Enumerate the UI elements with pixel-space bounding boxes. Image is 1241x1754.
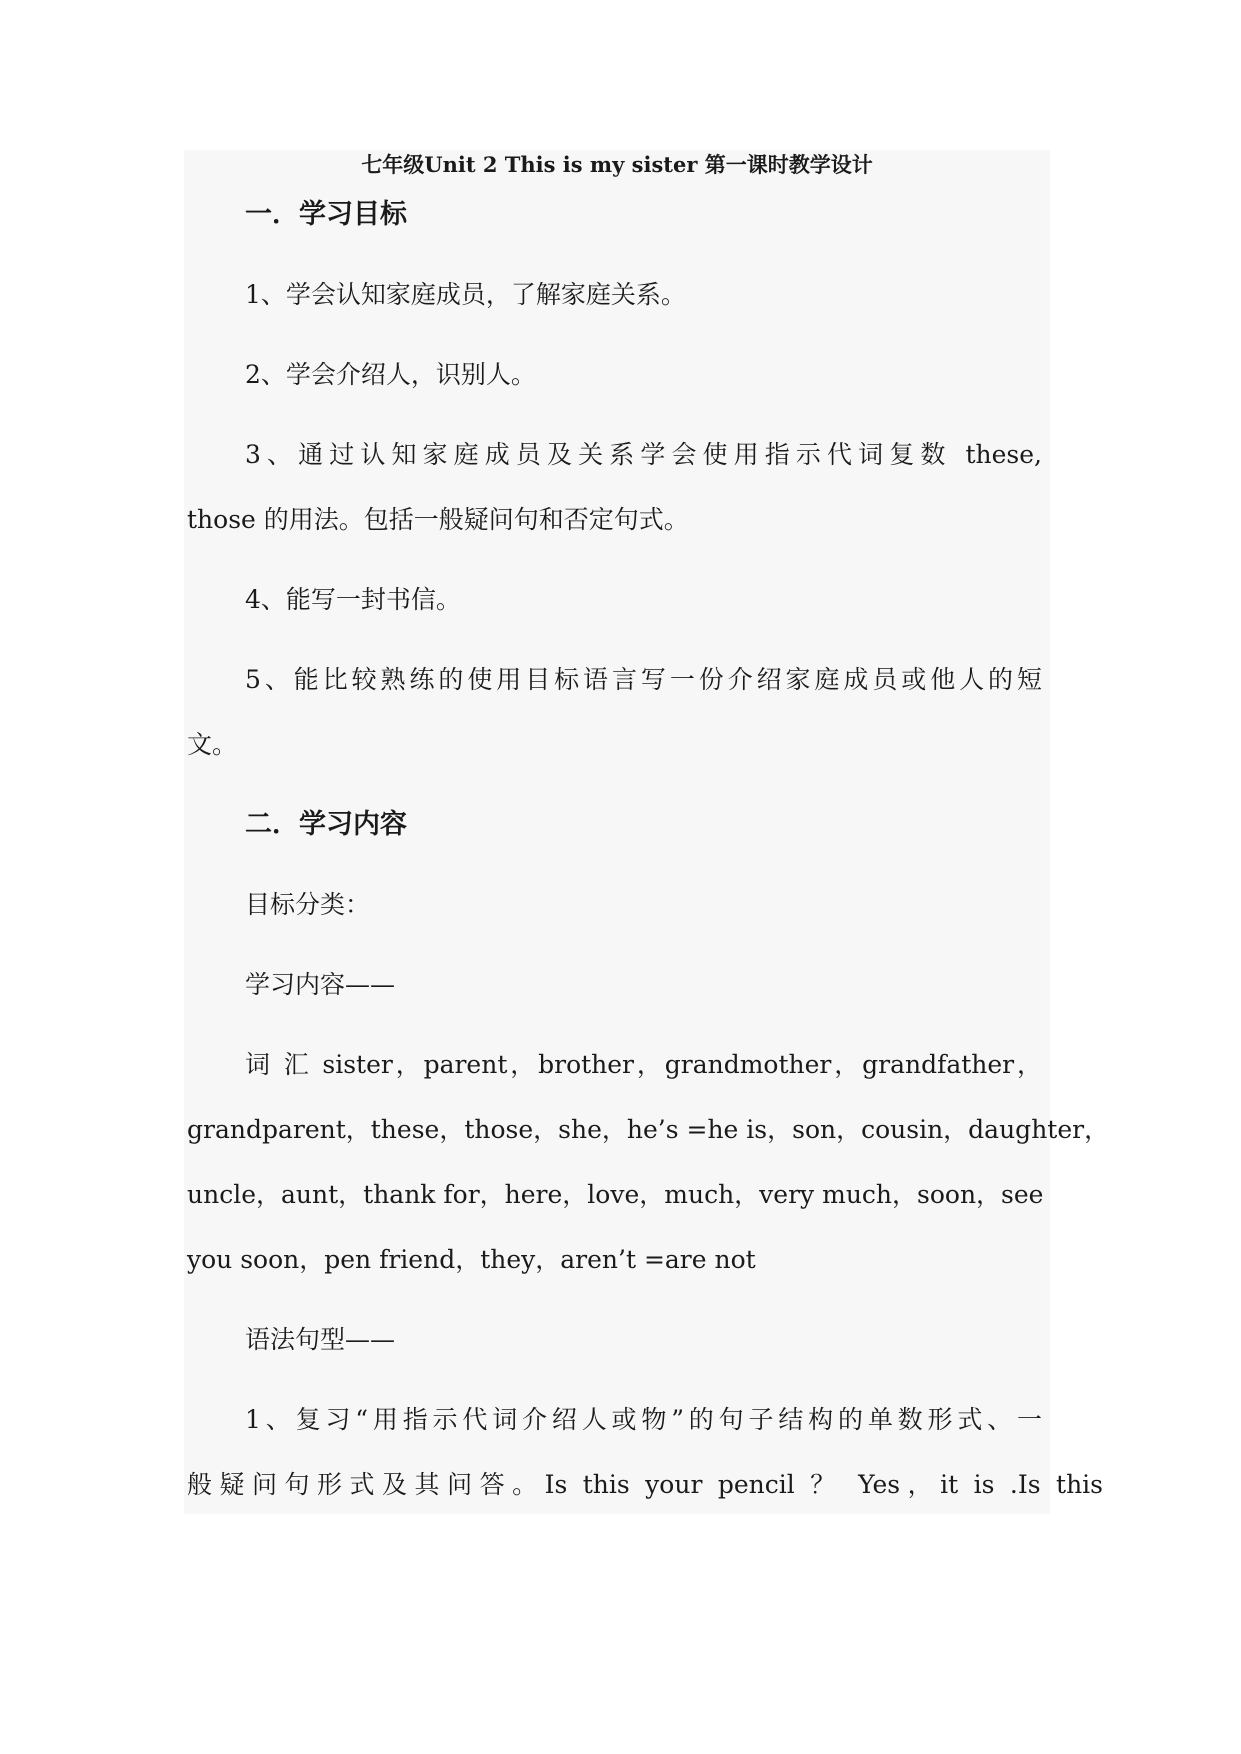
vocab-line-1: 词 汇 sister，parent，brother，grandmother，grandfather， (245, 1050, 1042, 1079)
label-grammar: 语法句型—— (245, 1325, 396, 1354)
vocab-line-3: uncle，aunt，thank for，here，love，much，very much，soon，see (187, 1180, 1044, 1209)
goal-item-2: 2、学会介绍人，识别人。 (245, 360, 536, 389)
goal-item-4: 4、能写一封书信。 (245, 585, 461, 614)
label-learning-content: 学习内容—— (245, 970, 396, 999)
section-heading-goals: 一．学习目标 (245, 199, 407, 230)
vocab-line-2: grandparent，these，those，she，he’s =he is，son，cousin，daughter， (187, 1115, 1110, 1144)
goal-item-5-line-2: 文。 (187, 730, 238, 759)
goal-item-3-line-2: those 的用法。包括一般疑问句和否定句式。 (187, 505, 689, 534)
vocab-line-4: you soon，pen friend，they，aren’t =are not (187, 1245, 756, 1274)
grammar-line-1: 1、复习“用指示代词介绍人或物”的句子结构的单数形式、一 (245, 1405, 1042, 1434)
section-heading-content: 二．学习内容 (245, 809, 407, 840)
label-goal-classification: 目标分类： (245, 890, 371, 919)
document-title: 七年级Unit 2 This is my sister 第一课时教学设计 (361, 152, 873, 177)
goal-item-5-line-1: 5、能比较熟练的使用目标语言写一份介绍家庭成员或他人的短 (245, 665, 1042, 694)
goal-item-1: 1、学会认知家庭成员，了解家庭关系。 (245, 280, 686, 309)
goal-item-3-line-1: 3、通过认知家庭成员及关系学会使用指示代词复数 these, (245, 440, 1042, 469)
grammar-line-2: 般疑问句形式及其问答。Is this your pencil ？ Yes，it is .Is this (187, 1470, 1103, 1499)
